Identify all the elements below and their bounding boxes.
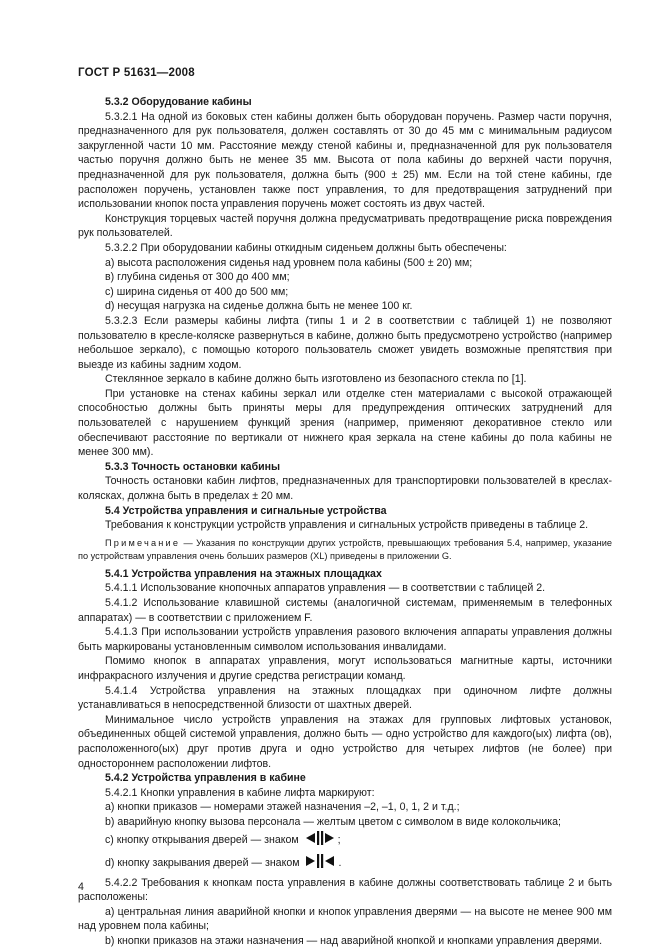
paragraph-5-3-3: Точность остановки кабин лифтов, предназначенных для транспортировки пользователей в креслах-колясках, должна быть в пределах ± 20 мм. — [78, 475, 612, 503]
paragraph-5-4-1-4: 5.4.1.4 Устройства управления на этажных площадках при одиночном лифте должны устанавливаться в непосредственной близости от шахтных дверей. — [78, 684, 612, 712]
list-item-alarm-button: b) аварийную кнопку вызова персонала — желтым цветом с символом в виде колокольчика; — [105, 815, 561, 828]
list-item-seat-height: a) высота расположения сиденья над уровнем пола кабины (500 ± 20) мм; — [105, 256, 473, 269]
list-item-seat-depth: в) глубина сиденья от 300 до 400 мм; — [105, 271, 290, 284]
paragraph-5-4-1-2: 5.4.1.2 Использование клавишной системы (аналогичной системам, применяемым в телефонных аппаратах) — в соответствии с приложением F. — [78, 597, 612, 624]
door-close-end: . — [338, 856, 342, 869]
list-item-door-close — [78, 853, 612, 876]
list-item-panel-order: b) кнопки приказов на этажи назначения — над аварийной кнопкой и кнопками управления дверями. — [105, 934, 603, 947]
note — [78, 537, 612, 563]
door-open-end: ; — [337, 833, 341, 846]
door-open-symbol-icon — [303, 830, 337, 853]
page-number: 4 — [78, 881, 84, 893]
section-heading-5-3-3: 5.3.3 Точность остановки кабины — [105, 460, 281, 473]
door-close-text: d) кнопку закрывания дверей — знаком — [105, 856, 300, 869]
section-heading-5-4-1: 5.4.1 Устройства управления на этажных площадках — [105, 567, 382, 580]
paragraph-handrail-ends: Конструкция торцевых частей поручня должна предусматривать предотвращение риска повреждения рук пользователей. — [78, 212, 612, 240]
list-item-order-buttons: a) кнопки приказов — номерами этажей назначения –2, –1, 0, 1, 2 и т.д.; — [105, 801, 460, 814]
list-item-seat-width: c) ширина сиденья от 400 до 500 мм; — [105, 285, 289, 298]
note-lead: Примечание — [105, 537, 181, 548]
paragraph-5-4: Требования к конструкции устройств управления и сигнальных устройств приведены в таблице 2. — [105, 519, 589, 532]
list-item-door-open — [78, 830, 612, 853]
door-open-text: c) кнопку открывания дверей — знаком — [105, 833, 299, 846]
paragraph-other-means: Помимо кнопок в аппаратах управления, могут использоваться магнитные карты, источники инфракрасного излучения и другие средства регистрации команд. — [78, 655, 612, 682]
paragraph-5-4-2-2: 5.4.2.2 Требования к кнопкам поста управления в кабине должны соответствовать таблице 2 и быть расположены: — [78, 876, 612, 904]
section-heading-5-4: 5.4 Устройства управления и сигнальные устройства — [105, 504, 387, 517]
paragraph-5-3-2-1: 5.3.2.1 На одной из боковых стен кабины должен быть оборудован поручень. Размер части поручня, предназначенного для рук пользователя, должен составлять от 30 до 45 мм с минимальным радиусом закругленной части 10 мм. Расстояние между стеной кабины и, предназначенной для рук пользователя частью поручня должно быть не менее 35 мм. Высота от пола кабины до верхней части поручня, предназначенной для рук пользователя, должна быть (900 ± 25) мм. Если на той стене кабины, где расположен поручень, установлен также пост управления, то для предотвращения затруднений при использовании кнопок поста управления поручень может состоять из двух частей. — [78, 110, 612, 211]
paragraph-5-4-1-3: 5.4.1.3 При использовании устройств управления разового включения аппараты управления должны быть маркированы установленным символом использования инвалидами. — [78, 626, 612, 653]
paragraph-5-4-2-1: 5.4.2.1 Кнопки управления в кабине лифта маркируют: — [105, 786, 375, 799]
door-close-symbol-icon — [303, 853, 337, 876]
page-content — [78, 95, 612, 948]
paragraph-glass-mirror: Стеклянное зеркало в кабине должно быть изготовлено из безопасного стекла по [1]. — [105, 373, 527, 386]
section-heading-5-3-2: 5.3.2 Оборудование кабины — [105, 96, 252, 108]
standard-header: ГОСТ Р 51631—2008 — [78, 67, 195, 79]
section-heading-5-4-2: 5.4.2 Устройства управления в кабине — [105, 772, 306, 785]
note-text: — Указания по конструкции других устройств, превышающих требования 5.4, например, указание по устройствам управления очень больших размеров (XL) приведены в приложении G. — [78, 537, 612, 561]
paragraph-mirrors: При установке на стенах кабины зеркал или отделке стен материалами с высокой отражающей способностью должны быть приняты меры для предупреждения оптических затруднений для пользователей с нарушением функций зрения (например, применяют декоративное стекло или обеспечивают расстояние по вертикали от нижнего края зеркала на стене кабины до пола кабины не менее 300 мм). — [78, 387, 612, 459]
paragraph-5-4-1-1: 5.4.1.1 Использование кнопочных аппаратов управления — в соответствии с таблицей 2. — [105, 582, 546, 595]
list-item-seat-load: d) несущая нагрузка на сиденье должна быть не менее 100 кг. — [105, 300, 413, 313]
paragraph-minimum-devices: Минимальное число устройств управления на этажах для групповых лифтовых установок, объединенных общей системой управления, должно быть — одно устройство для каждого(ых) лифта (ов), расположенного(ых) друг против друга и одно устройство для четырех лифтов (не более) при одностороннем расположении лифтов. — [78, 713, 612, 770]
paragraph-5-3-2-3: 5.3.2.3 Если размеры кабины лифта (типы 1 и 2 в соответствии с таблицей 1) не позволяют пользователю в кресле-коляске развернуться в кабине, должно быть предусмотрено устройство (например небольшое зеркало), с помощью которого пользователь сможет увидеть возможные препятствия при выезде из кабины задним ходом. — [78, 314, 612, 371]
paragraph-5-3-2-2: 5.3.2.2 При оборудовании кабины откидным сиденьем должны быть обеспечены: — [105, 241, 507, 254]
list-item-panel-height: a) центральная линия аварийной кнопки и кнопок управления дверями — на высоте не менее 900 мм над уровнем пола кабины; — [78, 905, 612, 933]
